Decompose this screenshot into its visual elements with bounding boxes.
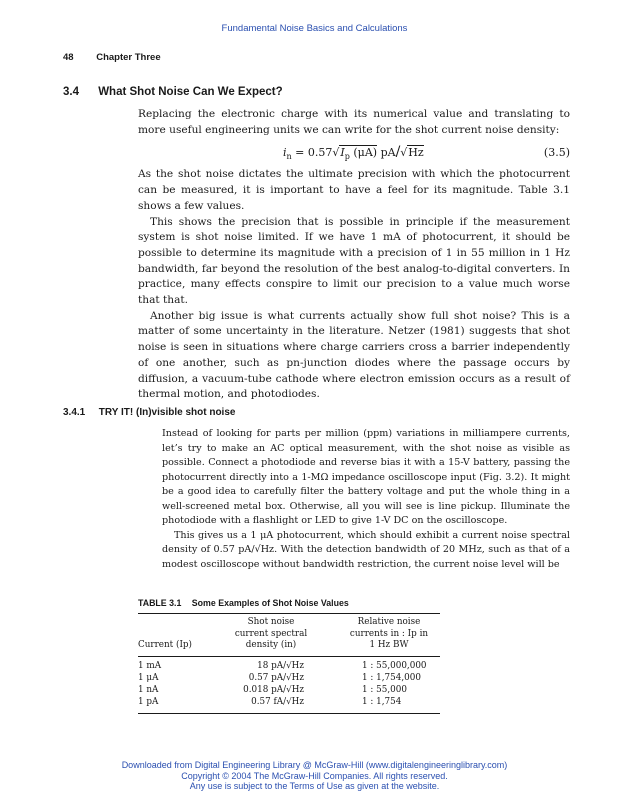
page-footer <box>0 760 629 792</box>
table-cell-current: 1 mA <box>138 661 162 671</box>
subsection-heading <box>63 407 235 418</box>
table-top-rule <box>138 613 440 614</box>
footer-copyright: Copyright © 2004 The McGraw-Hill Companies. All rights reserved. <box>181 770 448 781</box>
equation-lhs-subscript: n <box>286 152 292 162</box>
table-cell-density: 18 pA/√Hz <box>257 661 304 671</box>
table-cell-current: 1 μA <box>138 673 159 683</box>
sqrt-argument <box>339 145 378 162</box>
sqrt-subscript: p <box>344 152 350 162</box>
table-header-density <box>228 617 314 652</box>
section-heading <box>63 86 283 98</box>
sqrt-sign: √ <box>332 146 340 160</box>
sqrt-unit: (μA) <box>349 146 378 160</box>
sqrt-sign: √ <box>400 146 408 160</box>
subsection-number: 3.4.1 <box>63 407 86 418</box>
table-header-relative <box>348 617 430 652</box>
page-number: 48 <box>63 52 74 63</box>
table-cell-relative: 1 : 1,754 <box>362 697 402 707</box>
table-caption <box>138 598 349 608</box>
section-title: What Shot Noise Can We Expect? <box>98 86 283 98</box>
table-cell-density: 0.57 fA/√Hz <box>251 697 304 707</box>
table-header-rule <box>138 656 440 657</box>
subsection-body <box>162 427 570 572</box>
section-number: 3.4 <box>63 86 79 98</box>
table-cell-density: 0.018 pA/√Hz <box>243 685 304 695</box>
running-header: Fundamental Noise Basics and Calculations <box>221 23 408 34</box>
paragraph: This gives us a 1 μA photocurrent, which should exhibit a current noise spectral density of 0.57 pA/√Hz. With the detection bandwidth of 20 MHz, such as that of a modest oscilloscope without bandwidth restriction, the current noise level will be <box>162 529 570 570</box>
equation <box>138 140 570 166</box>
table-title: Some Examples of Shot Noise Values <box>191 598 349 608</box>
subsection-title: TRY IT! (In)visible shot noise <box>98 407 236 418</box>
table-header-line: 1 Hz BW <box>369 640 409 650</box>
equation-unit: pA <box>377 146 396 160</box>
equation-coefficient: = 0.57 <box>291 146 333 160</box>
table-header-current: Current (Ip) <box>138 640 192 650</box>
table-cell-density: 0.57 pA/√Hz <box>248 673 304 683</box>
table-header-line: currents in : Ip in <box>349 628 429 639</box>
chapter-title: Chapter Three <box>96 52 161 63</box>
section-body <box>138 107 570 403</box>
table-cell-current: 1 pA <box>138 697 159 707</box>
paragraph: Instead of looking for parts per million (ppm) variations in milliampere currents, let’s try to make an AC optical measurement, with the shot noise as visible as possible. Connect a photodiode and reverse bias it with a 15-V battery, passing the photocurrent directly into a 1-MΩ impedance oscilloscope input (Fig. 3.2). It might be a good idea to carefully filter the battery voltage and put the whole thing in a well-screened metal box. Otherwise, all you will see is line pickup. Illuminate the photodiode with a flashlight or LED to give 1-V DC on the oscilloscope. <box>162 428 570 526</box>
equation-number: (3.5) <box>543 146 570 160</box>
equation-per-unit: Hz <box>408 146 424 160</box>
paragraph: Another big issue is what currents actually show full shot noise? This is a matter of some uncertainty in the literature. Netzer (1981) suggests that shot noise is seen in situations where charge carriers cross a barrier independently of one another, such as pn-junction diodes where the passage occurs by diffusion, a vacuum-tube cathode where electron emission occurs as a result of thermal motion, and photodiodes. <box>138 309 570 401</box>
paragraph: Replacing the electronic charge with its numerical value and translating to more useful engineering units we can write for the shot current noise density: <box>138 108 570 136</box>
table-bottom-rule <box>138 713 440 714</box>
equation-slash: / <box>395 144 401 161</box>
table-header-line: density (in) <box>245 640 297 650</box>
table-cell-relative: 1 : 1,754,000 <box>362 673 421 683</box>
equation-expression <box>283 145 424 165</box>
table-header-line: current spectral <box>234 628 308 639</box>
table-label: TABLE 3.1 <box>138 598 182 608</box>
table-header-line: Relative noise <box>357 617 421 627</box>
footer-terms: Any use is subject to the Terms of Use as given at the website. <box>189 781 440 791</box>
table-cell-current: 1 nA <box>138 685 159 695</box>
page-header <box>63 52 161 63</box>
paragraph: This shows the precision that is possible in principle if the measurement system is shot noise limited. If we have 1 mA of photocurrent, it should be possible to determine its magnitude with a precision of 1 in 55 million in 1 Hz bandwidth, far beyond the resolution of the best analog-to-digital converters. In practice, many effects conspire to limit our precision to a value much worse that that. <box>138 215 570 307</box>
table-cell-relative: 1 : 55,000,000 <box>362 661 427 671</box>
table-header-line: Shot noise <box>247 617 295 627</box>
sqrt-variable: I <box>340 146 345 160</box>
table-cell-relative: 1 : 55,000 <box>362 685 407 695</box>
equation-lhs: i <box>283 146 287 160</box>
footer-download-link[interactable]: Downloaded from Digital Engineering Library @ McGraw-Hill (www.digitalengineeringlibrary.com) <box>121 760 508 770</box>
paragraph: As the shot noise dictates the ultimate precision with which the photocurrent can be measured, it is important to have a feel for its magnitude. Table 3.1 shows a few values. <box>138 168 570 212</box>
